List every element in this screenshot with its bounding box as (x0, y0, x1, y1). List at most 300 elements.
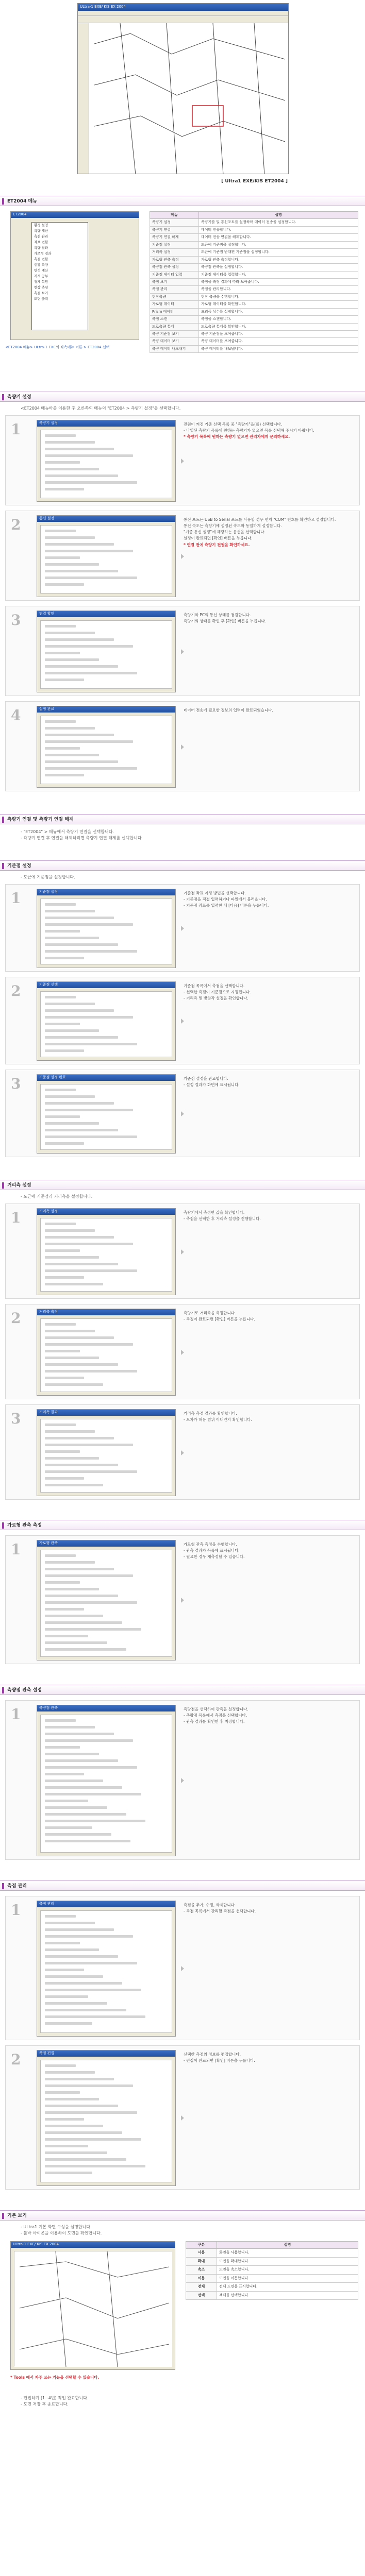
step-line: 전원이 켜진 기종 선택 목록 중 "측량기"을(를) 선택합니다. (184, 422, 283, 427)
dialog-field (45, 1484, 103, 1486)
arrow-icon (181, 744, 184, 750)
menu-name-cell: 측량점 관측 설정 (150, 264, 199, 271)
dialog-field (45, 1746, 80, 1749)
tools-red-note: * Tools 에서 자주 쓰는 기능을 선택할 수 있습니다. (10, 2375, 99, 2380)
dialog-field (45, 2165, 145, 2167)
column-header: 설명 (199, 212, 358, 219)
dialog-field (45, 910, 95, 912)
dialog-screenshot (37, 889, 176, 968)
dialog-field (45, 1009, 114, 1012)
arrow-icon (181, 1450, 184, 1455)
lateral-section (0, 1520, 365, 1674)
table-row (150, 226, 358, 233)
dialog-field (45, 441, 95, 444)
dialog-screenshot (37, 420, 176, 502)
dialog-field (45, 1628, 141, 1631)
step-line: 측량점을 선택하여 관측을 설정합니다. (184, 1707, 248, 1711)
section-marker (2, 1883, 4, 1889)
step-description (184, 1210, 354, 1223)
dialog-body (40, 716, 172, 784)
dialog-field (45, 679, 84, 681)
dialog-field (45, 767, 137, 770)
menu-item[interactable]: 측량 결과 (34, 246, 48, 250)
tools-window-body (14, 2251, 172, 2366)
menu-table (150, 211, 358, 353)
dialog-body (40, 1910, 172, 2033)
menu-section (0, 196, 365, 381)
dialog-screenshot (37, 1540, 176, 1660)
dialog-field (45, 1263, 118, 1265)
dialog-field (45, 1122, 99, 1125)
step-line: - 편집이 완료되면 [확인] 버튼을 누릅니다. (184, 2058, 255, 2063)
dialog-field (45, 1989, 141, 1991)
step-number: 4 (11, 707, 21, 724)
table-row (186, 2257, 358, 2265)
dialog-field (45, 1256, 99, 1259)
dialog-field (45, 1223, 76, 1225)
points-section (0, 1880, 365, 2200)
dialog-title: 통신 설정 (37, 516, 175, 522)
menu-item[interactable]: 측점 변환 (34, 257, 48, 261)
menu-item[interactable]: 측점 보기 (34, 291, 48, 295)
dialog-field (45, 957, 84, 959)
dialog-field (45, 1350, 80, 1352)
dialog-field (45, 1423, 76, 1426)
menu-item[interactable]: 도면 출력 (34, 297, 48, 301)
dialog-title: 측점 관리 (37, 1901, 175, 1907)
dialog-field (45, 1016, 133, 1019)
dialog-field (45, 1330, 95, 1332)
dialog-field (45, 1089, 76, 1091)
dialog-title: 기준점 설정 완료 (37, 1075, 175, 1081)
step-number: 1 (11, 1706, 21, 1723)
table-row (150, 219, 358, 226)
step-box (5, 977, 360, 1064)
section-intro: - 도근에 기준점과 거리측을 설정합니다. (21, 1194, 93, 1199)
dialog-field (45, 1115, 80, 1118)
dialog-field (45, 1601, 137, 1604)
menu-name-cell: 측량 데이터 내보내기 (150, 345, 199, 352)
tools-line-1: - ULtra1 기본 화면 구성을 설명합니다. (21, 2225, 92, 2229)
menu-item[interactable]: 측점 관리 (34, 234, 48, 239)
step-line: - 측점 목록에서 관리할 측점을 선택합니다. (184, 1909, 256, 1914)
hero-sidebar (78, 23, 89, 174)
dialog-field (45, 632, 95, 634)
dialog-field (45, 1915, 76, 1918)
dialog-field (45, 2151, 107, 2154)
dialog-screenshot (37, 1705, 176, 1856)
dialog-field (45, 1969, 84, 1971)
dialog-field (45, 2118, 84, 2121)
step-number: 3 (11, 612, 21, 629)
menu-item[interactable]: 경계 복원 (34, 280, 48, 284)
step-description (184, 984, 354, 1002)
dialog-field (45, 1243, 133, 1245)
dialog-field (45, 1615, 103, 1617)
dialog-field (45, 1948, 99, 1951)
dialog-field (45, 937, 99, 939)
dialog-field (45, 1142, 84, 1145)
step-description (184, 2052, 354, 2064)
dialog-field (45, 727, 95, 730)
section-title: ET2004 메뉴 (7, 199, 37, 204)
dialog-field (45, 2145, 88, 2147)
tools-section-header (0, 2210, 365, 2221)
menu-desc-cell: 도로측량 통계를 확인합니다. (199, 323, 358, 330)
step-description (184, 708, 354, 714)
dialog-field (45, 1470, 137, 1473)
section-marker (2, 863, 4, 869)
dialog-body (40, 899, 172, 964)
menu-desc-cell: 가로형 관측 측정합니다. (199, 256, 358, 263)
dialog-field (45, 1759, 118, 1762)
menu-desc-cell: 측량기를 및 통신포트를 설정하며 데이터 전송을 설정합니다. (199, 219, 358, 226)
connect-line-1: - "ET2004" > 메뉴에서 측량기 연결을 선택합니다. (21, 829, 114, 834)
dialog-body (40, 1084, 172, 1150)
dialog-field (45, 1840, 130, 1842)
menu-item[interactable]: 환경 설정 (34, 223, 48, 227)
step-line: - 오차가 허용 범위 이내인지 확인합니다. (184, 1417, 252, 1422)
menu-item[interactable]: 현황 측량 (34, 263, 48, 267)
dialog-field (45, 1568, 114, 1570)
dialog-field (45, 1464, 118, 1466)
dialog-field (45, 2071, 95, 2074)
menu-item[interactable]: 측량 계산 (34, 229, 48, 233)
dialog-field (45, 530, 76, 532)
dialog-field (45, 1786, 122, 1789)
dialog-field (45, 2111, 137, 2114)
dialog-body (40, 1419, 172, 1493)
section-title: 기준점 설정 (7, 863, 31, 869)
dialog-field (45, 1975, 103, 1978)
dialog-screenshot (37, 2050, 176, 2186)
base-section (0, 860, 365, 1170)
tools-line-2: - 툴바 아이콘을 이용하여 도면을 확인합니다. (21, 2231, 102, 2235)
step-line: 기준점 목록에서 측점을 선택합니다. (184, 984, 245, 988)
tools-section (0, 2210, 365, 2576)
step-line: - 선택한 측점이 기준점으로 지정됩니다. (184, 990, 251, 995)
table-row (150, 316, 358, 323)
dialog-field (45, 774, 84, 776)
hero-screenshot (77, 3, 289, 174)
menu-item[interactable]: 현장 측량 (34, 285, 48, 290)
table-row (150, 345, 358, 352)
dialog-body (40, 1550, 172, 1657)
dialog-screenshot (37, 611, 176, 692)
step-description (184, 1542, 354, 1561)
dialog-field (45, 1806, 107, 1809)
hero-caption: [ Ultra1 EXE/KIS ET2004 ] (221, 179, 288, 184)
section-marker (2, 2213, 4, 2219)
tool-desc-cell: 도면을 확대합니다. (217, 2257, 358, 2265)
table-row (150, 308, 358, 315)
menu-desc-cell: 현장 측량을 수행합니다. (199, 293, 358, 300)
hero-map-canvas (89, 23, 288, 174)
column-header: 메뉴 (150, 212, 199, 219)
dialog-field (45, 1773, 84, 1775)
hero (0, 0, 365, 191)
step-description (184, 1411, 354, 1423)
dialog-field (45, 1249, 80, 1252)
table-row (150, 338, 358, 345)
menu-desc-cell: 측량 기준점을 보여줍니다. (199, 331, 358, 338)
dropdown-menu (31, 222, 88, 330)
step-box (5, 511, 360, 601)
dialog-body (40, 2060, 172, 2182)
table-row (186, 2291, 358, 2299)
dialog-field (45, 1561, 95, 1564)
step-line: 선택한 측점의 정보를 편집합니다. (184, 2052, 241, 2057)
dialog-field (45, 1574, 133, 1577)
tools-map-drawing (14, 2251, 172, 2367)
dialog-field (45, 1377, 84, 1379)
dialog-field (45, 1450, 80, 1453)
dialog-field (45, 740, 133, 743)
dialog-field (45, 1283, 103, 1285)
dialog-field (45, 923, 133, 926)
dialog-field (45, 563, 99, 566)
dialog-field (45, 481, 137, 484)
step-box (5, 1070, 360, 1157)
menu-name-cell: 측량기 연결 (150, 226, 199, 233)
dialog-field (45, 658, 99, 661)
dialog-field (45, 1766, 137, 1769)
dialog-field (45, 760, 118, 763)
dialog-field (45, 1102, 114, 1105)
setup-section (0, 392, 365, 804)
dialog-field (45, 1928, 114, 1931)
dialog-field (45, 1036, 118, 1039)
section-title: 측점 관리 (7, 1884, 27, 1889)
dialog-field (45, 2125, 103, 2127)
dialog-field (45, 1003, 95, 1005)
step-line: 측량기와 PC의 통신 상태를 점검합니다. (184, 613, 251, 617)
step-number: 1 (11, 1209, 21, 1226)
dialog-field (45, 1935, 133, 1938)
dialog-field (45, 434, 76, 437)
dialog-field (45, 1444, 133, 1446)
tool-desc-cell: 객체를 선택합니다. (217, 2291, 358, 2299)
menu-item[interactable]: 좌표 변환 (34, 240, 48, 244)
menu-desc-cell: 기준점 데이터를 입력합니다. (199, 271, 358, 278)
dialog-field (45, 2078, 114, 2080)
dialog-field (45, 1229, 95, 1232)
menu-name-cell: 측점 스캔 (150, 316, 199, 323)
section-intro: <ET2004 메뉴바를 이용한 후 오른쪽의 메뉴의 "ET2004 > 측량기 설정"을 선택합니다. (21, 406, 181, 411)
step-box (5, 884, 360, 972)
dialog-field (45, 1719, 76, 1722)
step-line: 거리측 측정 결과를 확인합니다. (184, 1411, 237, 1416)
dialog-field (45, 1813, 126, 1816)
dialog-field (45, 570, 118, 572)
dialog-field (45, 1129, 118, 1131)
dialog-title: 측점 편집 (37, 2050, 175, 2057)
menu-desc-cell: 도근에 기준점을 설정합니다. (199, 241, 358, 248)
dialog-title: 가로형 관측 (37, 1540, 175, 1547)
section-marker (2, 198, 4, 205)
dialog-title: 기준점 설정 (37, 889, 175, 895)
dialog-field (45, 638, 114, 641)
section-marker (2, 394, 4, 400)
step-number: 2 (11, 982, 21, 999)
step-number: 1 (11, 1541, 21, 1558)
menu-name-cell: 측점 관리 (150, 286, 199, 293)
table-row (150, 286, 358, 293)
menu-name-cell: 측량 기준점 보기 (150, 331, 199, 338)
dialog-field (45, 1588, 99, 1590)
dialog-field (45, 720, 76, 723)
dialog-field (45, 1942, 80, 1944)
dialog-body (40, 1218, 172, 1292)
section-intro: - 도근에 기준점을 설정합니다. (21, 875, 75, 879)
menu-item[interactable]: 면적 계산 (34, 268, 48, 273)
step-line: - 측량점 목록에서 측점을 선택합니다. (184, 1713, 247, 1718)
step-line: 측량기에서 측정한 값을 확인합니다. (184, 1210, 245, 1215)
menu-item[interactable]: 지적 공부 (34, 274, 48, 278)
dialog-title: 설정 완료 (37, 706, 175, 713)
arrow-icon (181, 1598, 184, 1603)
dialog-field (45, 448, 114, 450)
dialog-field (45, 461, 80, 464)
menu-name-cell: 거리측 설정 (150, 249, 199, 256)
section-title: 거리측 설정 (7, 1183, 31, 1188)
arrow-icon (181, 926, 184, 931)
dialog-field (45, 556, 80, 559)
dialog-field (45, 1800, 88, 1802)
dialog-field (45, 1595, 118, 1597)
step-description (184, 517, 354, 549)
section-marker (2, 1182, 4, 1189)
dialog-screenshot (37, 981, 176, 1061)
step-line: "기종 통신 설정"에 해당하는 옵션을 선택합니다. (184, 530, 266, 535)
dialog-field (45, 1477, 84, 1480)
tools-bottom-1: - 편집하기 (1~4번) 작업 완료합니다. (21, 2396, 89, 2400)
menu-name-cell: 측점 보기 (150, 278, 199, 285)
arrow-icon (181, 1111, 184, 1116)
menu-name-cell: 도로측량 통계 (150, 323, 199, 330)
dialog-field (45, 2084, 133, 2087)
dialog-field (45, 1236, 114, 1239)
dialog-field (45, 1336, 114, 1339)
dialog-field (45, 950, 137, 953)
dialog-field (45, 1995, 88, 1998)
dialog-field (45, 1753, 99, 1755)
dialog-field (45, 2105, 118, 2107)
menu-desc-cell: 측량 데이터를 보여줍니다. (199, 338, 358, 345)
menu-desc-cell: 측점을 관리합니다. (199, 286, 358, 293)
dialog-field (45, 2022, 92, 2025)
table-row (150, 278, 358, 285)
dialog-title: 거리측 설정 (37, 1209, 175, 1215)
dialog-field (45, 665, 118, 668)
dialog-field (45, 1733, 114, 1735)
step-description (184, 1076, 354, 1089)
dialog-field (45, 1136, 137, 1138)
dialog-field (45, 577, 137, 579)
dialog-body (40, 991, 172, 1057)
dialog-title: 연결 확인 (37, 611, 175, 617)
dialog-field (45, 1370, 137, 1372)
dialog-screenshot (37, 1409, 176, 1496)
dialog-screenshot (37, 706, 176, 788)
arrow-icon (181, 649, 184, 654)
dialog-field (45, 996, 76, 998)
arrow-icon (181, 1019, 184, 1024)
dialog-field (45, 1922, 95, 1924)
section-title: 기본 보기 (7, 2213, 27, 2218)
menu-window-title: ET2004 (11, 212, 139, 218)
menu-desc-cell: 가로형 데이터를 확인합니다. (199, 301, 358, 308)
dialog-field (45, 1357, 99, 1359)
dialog-field (45, 1739, 133, 1742)
dialog-field (45, 1648, 126, 1651)
dialog-field (45, 454, 133, 457)
menu-desc-cell: 도근에 기준점 반대편 기준점을 설정합니다. (199, 249, 358, 256)
dialog-field (45, 1437, 114, 1439)
step-line: 기준점 설정을 완료합니다. (184, 1076, 228, 1081)
dialog-body (40, 620, 172, 689)
step-description (184, 891, 354, 909)
dialog-title: 거리측 측정 (37, 1309, 175, 1315)
menu-desc-cell: 측점을 스캔합니다. (199, 316, 358, 323)
dialog-field (45, 1276, 84, 1279)
dialog-field (45, 2131, 122, 2134)
table-row (150, 301, 358, 308)
arrow-icon (181, 2115, 184, 2121)
step-box (5, 1404, 360, 1500)
dialog-body (40, 1318, 172, 1392)
menu-desc-cell: 측점을 측정 결과에 따라 보여줍니다. (199, 278, 358, 285)
dialog-field (45, 917, 114, 919)
arrow-icon (181, 1350, 184, 1355)
table-row (150, 256, 358, 263)
menu-item[interactable]: 가로형 결과 (34, 251, 52, 256)
table-row (150, 293, 358, 300)
menu-name-cell: 현장측량 (150, 293, 199, 300)
table-row (150, 323, 358, 330)
dialog-field (45, 1343, 133, 1346)
step-line: 측점을 추가, 수정, 삭제합니다. (184, 1903, 236, 1907)
tools-bottom-2: - 도면 저장 후 종료합니다. (21, 2402, 69, 2406)
dialog-field (45, 2098, 99, 2100)
step-line: - 설정 결과가 화면에 표시됩니다. (184, 1082, 240, 1088)
dialog-field (45, 1029, 99, 1032)
menu-desc-cell: 측량점 관측을 설정합니다. (199, 264, 358, 271)
dialog-field (45, 2015, 145, 2018)
dialog-body (40, 525, 172, 594)
step-description (184, 1903, 354, 1915)
dialog-field (45, 1383, 103, 1386)
arrow-icon (181, 554, 184, 559)
backsight-section (0, 1180, 365, 1510)
dialog-field (45, 2002, 107, 2005)
menu-name-cell: 측량 데이터 보기 (150, 338, 199, 345)
tool-desc-cell: 전체 도면을 표시합니다. (217, 2283, 358, 2291)
section-title: 가로형 관측 측정 (7, 1523, 42, 1528)
section-title: 측량기 연결 및 측량기 연결 해제 (7, 817, 74, 822)
table-row (150, 241, 358, 248)
section-marker (2, 1522, 4, 1529)
dialog-field (45, 1109, 133, 1111)
dialog-field (45, 583, 84, 586)
menu-screenshot (10, 211, 139, 340)
dialog-field (45, 536, 95, 539)
step-line: - 기준점 좌표를 입력한 뒤 [다음] 버튼을 누릅니다. (184, 903, 269, 908)
arrow-icon (181, 459, 184, 464)
step-line: - 측정이 완료되면 [확인] 버튼을 누릅니다. (184, 1317, 255, 1322)
dialog-field (45, 1962, 137, 1964)
column-header: 구분 (186, 2242, 217, 2249)
